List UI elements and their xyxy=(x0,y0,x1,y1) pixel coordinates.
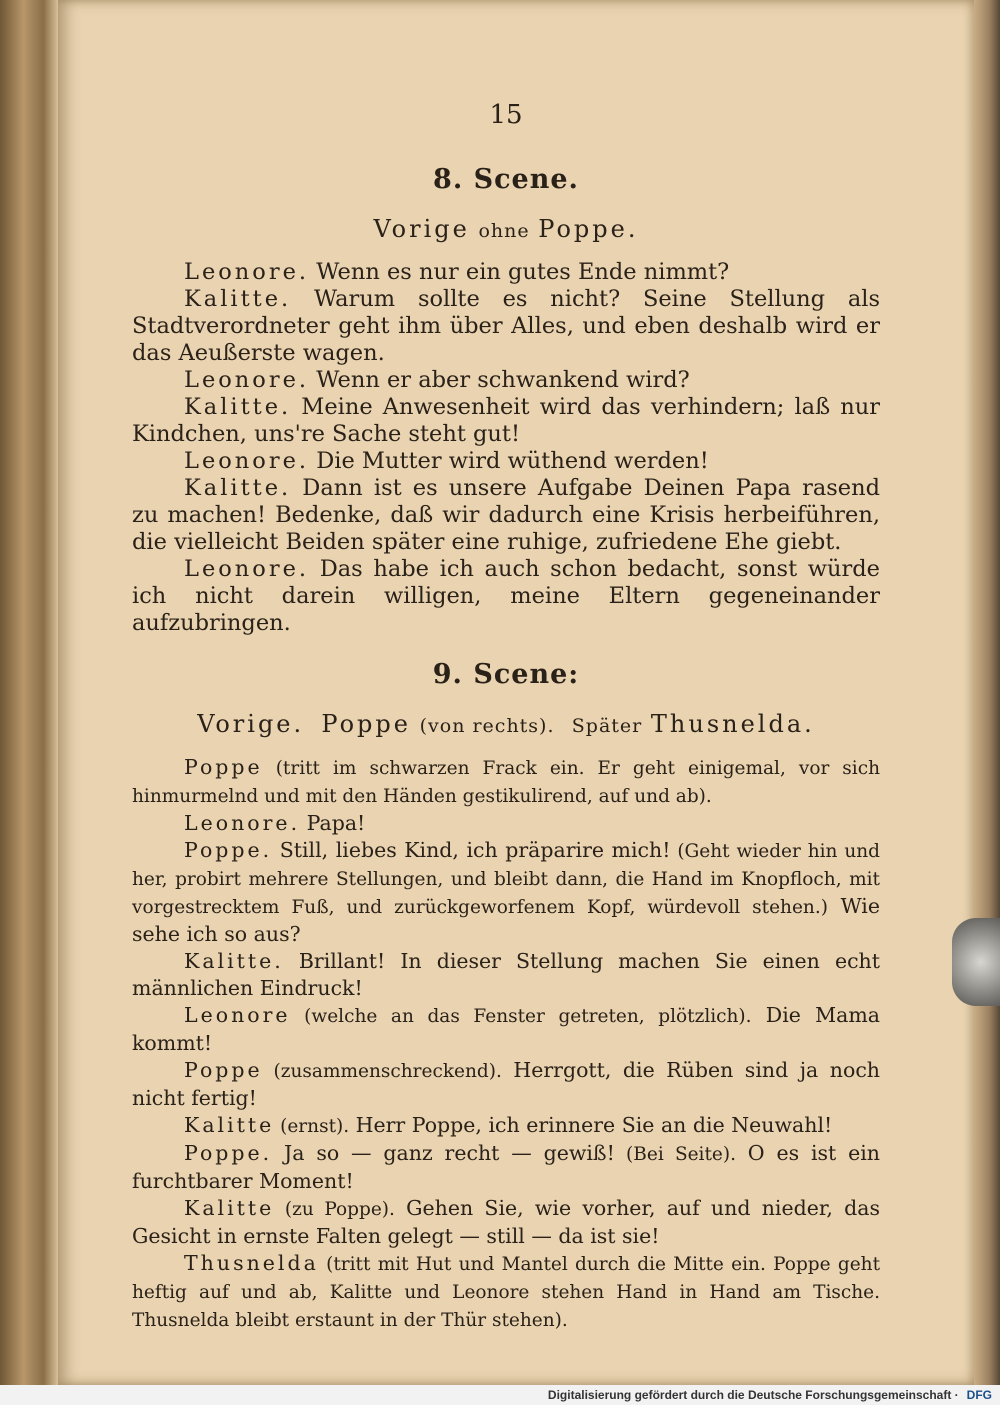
dialogue-line xyxy=(132,837,880,948)
dialogue-line xyxy=(132,367,880,394)
footer-credit: Digitalisierung gefördert durch die Deutsche Forschungsgemeinschaft · xyxy=(547,1388,959,1402)
dialogue-line xyxy=(132,1057,880,1112)
scene-8-cast xyxy=(132,215,880,243)
cast-text: Poppe. xyxy=(538,215,639,243)
book-spine xyxy=(0,0,58,1385)
dialogue-text: O es ist ein furchtbarer Moment! xyxy=(132,1141,880,1193)
speaker-name: Kalitte. xyxy=(184,475,292,501)
speaker-name: Poppe xyxy=(184,1058,263,1082)
dialogue-text: Brillant! In dieser Stellung machen Sie einen echt männlichen Eindruck! xyxy=(132,949,880,1000)
page-clip xyxy=(952,918,1000,1006)
stage-direction: (zu Poppe). xyxy=(274,1199,395,1220)
stage-direction: (ernst). xyxy=(274,1116,350,1137)
dialogue-text: Herr Poppe, ich erinnere Sie an die Neuwahl! xyxy=(349,1113,833,1137)
dialogue-line xyxy=(132,1140,880,1195)
dialogue-text: Wenn es nur ein gutes Ende nimmt? xyxy=(309,259,730,285)
dialogue-text: Die Mutter wird wüthend werden! xyxy=(309,448,709,474)
speaker-name: Kalitte. xyxy=(184,949,284,973)
dialogue-text: Gehen Sie, wie vorher, auf und nieder, das Gesicht in ernste Falten gelegt — still — da ist sie! xyxy=(132,1196,880,1248)
page-edge xyxy=(974,0,1000,1385)
speaker-name: Leonore. xyxy=(184,448,310,474)
dialogue-line xyxy=(132,1250,880,1334)
speaker-name: Thusnelda xyxy=(184,1251,319,1275)
scene-9-title: 9. Scene: xyxy=(432,659,580,690)
speaker-name: Poppe. xyxy=(184,1141,273,1165)
digitization-footer xyxy=(0,1385,1000,1405)
dfg-logo-icon: DFG xyxy=(966,1388,992,1402)
dialogue-line xyxy=(132,286,880,367)
dialogue-line xyxy=(132,259,880,286)
dialogue-text: Warum sollte es nicht? Seine Stellung als Stadtverordneter geht ihm über Alles, und eben deshalb wird er das Aeußerste wagen. xyxy=(132,286,880,366)
dialogue-text: Das habe ich auch schon bedacht, sonst würde ich nicht darein willigen, meine Eltern gegeneinander aufzubringen. xyxy=(132,556,880,636)
scene-8-title: 8. Scene. xyxy=(433,164,579,195)
dialogue-line xyxy=(132,754,880,810)
dialogue-text: Ja so — ganz recht — gewiß! xyxy=(272,1141,615,1165)
page-number: 15 xyxy=(489,100,523,130)
speaker-name: Kalitte xyxy=(184,1196,275,1220)
cast-text: Später xyxy=(571,715,643,737)
stage-direction: (tritt im schwarzen Frack ein. Er geht einigemal, vor sich hinmurmelnd und mit den Händen gestikulirend, auf und ab). xyxy=(132,758,880,807)
cast-text: (von rechts). xyxy=(419,715,555,737)
dialogue-text: Herrgott, die Rüben sind ja noch nicht fertig! xyxy=(132,1058,881,1110)
cast-text: ohne xyxy=(478,220,530,242)
stage-direction: (zusammenschreckend). xyxy=(262,1061,502,1082)
cast-text: Vorige. xyxy=(197,710,305,738)
stage-direction: (Bei Seite). xyxy=(614,1144,736,1165)
cast-text: Poppe xyxy=(321,710,411,738)
dialogue-line xyxy=(132,1195,880,1250)
speaker-name: Kalitte. xyxy=(184,394,292,420)
speaker-name: Poppe. xyxy=(184,838,273,862)
dialogue-text: Still, liebes Kind, ich präparire mich! xyxy=(272,838,671,862)
speaker-name: Leonore xyxy=(184,1003,291,1027)
dialogue-line xyxy=(132,448,880,475)
dialogue-text: Wie sehe ich so aus? xyxy=(132,894,880,946)
speaker-name: Leonore. xyxy=(184,556,310,582)
cast-text: Vorige xyxy=(373,215,470,243)
dialogue-text: Papa! xyxy=(300,811,366,835)
cast-text: Thusnelda. xyxy=(650,710,815,738)
speaker-name: Leonore. xyxy=(184,259,310,285)
dialogue-line xyxy=(132,394,880,448)
dialogue-line xyxy=(132,810,880,837)
dialogue-text: Wenn er aber schwankend wird? xyxy=(309,367,690,393)
dialogue-text: Meine Anwesenheit wird das verhindern; laß nur Kindchen, uns're Sache steht gut! xyxy=(132,394,880,447)
page-content xyxy=(132,100,880,1334)
speaker-name: Kalitte xyxy=(184,1113,275,1137)
dialogue-line xyxy=(132,1002,880,1057)
speaker-name: Kalitte. xyxy=(184,286,292,312)
scene-9-cast xyxy=(132,710,880,738)
stage-direction: (welche an das Fenster getreten, plötzlich). xyxy=(290,1006,752,1027)
speaker-name: Leonore. xyxy=(184,811,301,835)
speaker-name: Poppe xyxy=(184,755,263,779)
dialogue-line xyxy=(132,948,880,1002)
speaker-name: Leonore. xyxy=(184,367,310,393)
dialogue-line xyxy=(132,556,880,637)
dialogue-text: Die Mama kommt! xyxy=(132,1003,881,1055)
stage-direction: (Geht wieder hin und her, probirt mehrere Stellungen, und bleibt dann, die Hand im Knopfloch, mit vorgestrecktem Fuß, und zurückgeworfenem Kopf, würdevoll stehen.) xyxy=(132,841,880,918)
stage-direction: (tritt mit Hut und Mantel durch die Mitte ein. Poppe geht heftig auf und ab, Kalitte und Leonore stehen Hand in Hand am Tische. Thusnelda bleibt erstaunt in der Thür stehen). xyxy=(132,1254,880,1331)
dialogue-line xyxy=(132,1112,880,1140)
dialogue-line xyxy=(132,475,880,556)
dialogue-text: Dann ist es unsere Aufgabe Deinen Papa rasend zu machen! Bedenke, daß wir dadurch eine Krisis herbeiführen, die vielleicht Beiden später eine ruhige, zufriedene Ehe giebt. xyxy=(132,475,880,555)
